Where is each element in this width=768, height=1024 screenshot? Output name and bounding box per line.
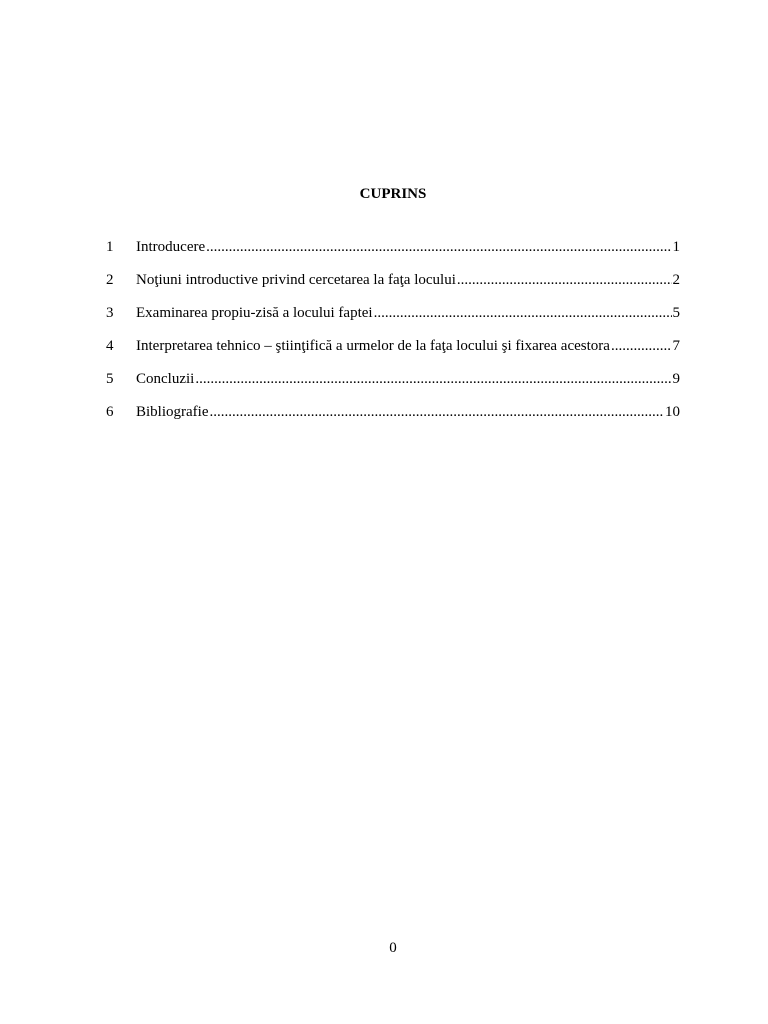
toc-entry-page: 1 <box>672 239 680 255</box>
toc-dot-leader <box>195 369 671 389</box>
toc-dot-leader <box>374 303 672 323</box>
toc-entry <box>104 369 680 402</box>
page-number: 0 <box>389 940 397 956</box>
toc-entry-number: 3 <box>106 305 114 321</box>
toc-entry <box>104 237 680 270</box>
toc-title: CUPRINS <box>359 186 427 202</box>
toc-entry <box>104 402 680 435</box>
toc-dot-leader <box>457 270 672 290</box>
toc-entry-number: 2 <box>106 272 114 288</box>
toc-entry-page: 9 <box>672 371 680 387</box>
toc-entry-title: Concluzii <box>136 371 195 387</box>
toc-entry-number: 1 <box>106 239 114 255</box>
toc-entry-title: Interpretarea tehnico – ştiinţifică a urmelor de la faţa locului şi fixarea acestora <box>136 338 610 354</box>
toc-entry <box>104 336 680 369</box>
toc-dot-leader <box>206 237 671 257</box>
toc-entry-title: Introducere <box>136 239 206 255</box>
toc-entry-title: Noţiuni introductive privind cercetarea la faţa locului <box>136 272 456 288</box>
toc-entry-page: 7 <box>672 338 680 354</box>
toc-dot-leader <box>209 402 664 422</box>
toc-entry-number: 4 <box>106 338 114 354</box>
toc-entry-page: 10 <box>665 404 680 420</box>
toc-entry <box>104 270 680 303</box>
toc-entry-page: 2 <box>672 272 680 288</box>
toc-entry <box>104 303 680 336</box>
toc-entry-page: 5 <box>672 305 680 321</box>
toc-entry-title: Examinarea propiu-zisă a locului faptei <box>136 305 373 321</box>
toc-entry-number: 6 <box>106 404 114 420</box>
table-of-contents <box>104 237 680 435</box>
toc-entry-title: Bibliografie <box>136 404 209 420</box>
toc-dot-leader <box>611 336 672 356</box>
toc-entry-number: 5 <box>106 371 114 387</box>
